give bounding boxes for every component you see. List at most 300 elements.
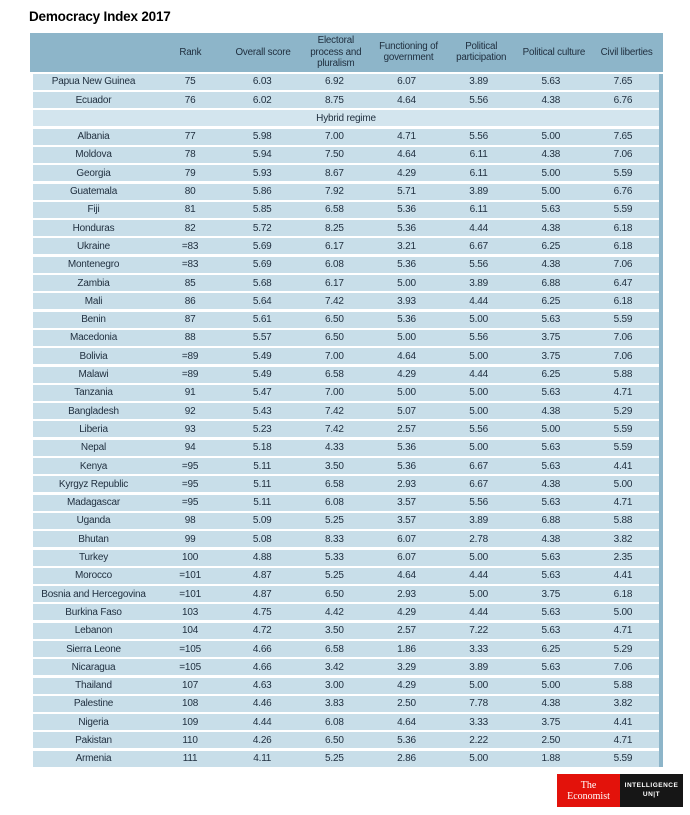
country-cell: Sierra Leone <box>66 643 121 655</box>
score-cell-4: 3.75 <box>541 588 561 600</box>
score-cell-3: 4.44 <box>469 570 488 582</box>
country-cell: Nigeria <box>78 716 109 728</box>
score-cell-4: 4.38 <box>541 259 561 271</box>
score-cell-4: 5.00 <box>541 423 561 435</box>
score-cell-3: 4.44 <box>469 295 488 307</box>
rank-cell: 75 <box>184 76 196 88</box>
country-cell: Kyrgyz Republic <box>58 478 129 490</box>
score-cell-4: 6.88 <box>541 277 561 289</box>
table-row-ecuador <box>33 92 659 108</box>
table-row-nigeria <box>33 714 659 730</box>
score-cell-2: 5.36 <box>397 460 416 472</box>
rank-cell: 94 <box>184 442 196 454</box>
democracy-index-table <box>30 33 663 767</box>
score-cell-3: 5.56 <box>469 423 488 435</box>
score-cell-0: 5.98 <box>252 131 272 143</box>
score-cell-4: 5.63 <box>541 76 561 88</box>
score-cell-1: 7.92 <box>325 186 344 198</box>
score-cell-0: 5.64 <box>252 295 272 307</box>
country-cell: Uganda <box>76 515 111 527</box>
score-cell-2: 6.07 <box>397 552 416 564</box>
score-cell-4: 3.75 <box>541 332 561 344</box>
country-cell: Nepal <box>80 442 107 454</box>
score-cell-1: 7.42 <box>325 423 344 435</box>
rank-cell: 99 <box>184 533 196 545</box>
score-cell-3: 3.89 <box>469 515 488 527</box>
rank-cell: 100 <box>182 552 199 564</box>
table-row-liberia <box>33 421 659 437</box>
score-cell-0: 5.11 <box>253 497 272 509</box>
country-cell: Pakistan <box>75 734 112 746</box>
rank-cell: =89 <box>181 369 199 381</box>
score-cell-3: 4.44 <box>469 606 488 618</box>
score-cell-1: 6.58 <box>325 478 344 490</box>
score-cell-2: 5.00 <box>397 332 416 344</box>
score-cell-2: 4.64 <box>397 94 416 106</box>
table-row-burkina-faso <box>33 604 659 620</box>
score-cell-5: 7.65 <box>613 76 633 88</box>
score-cell-1: 6.08 <box>325 259 344 271</box>
score-cell-4: 1.88 <box>541 753 561 765</box>
score-cell-3: 6.67 <box>469 460 488 472</box>
country-cell: Ecuador <box>75 94 112 106</box>
score-cell-3: 6.67 <box>469 240 488 252</box>
country-cell: Armenia <box>75 753 112 765</box>
score-cell-4: 3.75 <box>541 350 561 362</box>
table-row-moldova <box>33 147 659 163</box>
table-row-palestine <box>33 696 659 712</box>
score-cell-5: 7.06 <box>613 332 633 344</box>
score-cell-4: 5.63 <box>541 552 561 564</box>
score-cell-4: 5.63 <box>541 625 561 637</box>
score-cell-0: 5.69 <box>252 259 272 271</box>
country-cell: Lebanon <box>74 625 113 637</box>
score-cell-0: 5.69 <box>252 240 272 252</box>
score-cell-2: 4.29 <box>397 680 416 692</box>
score-cell-4: 4.38 <box>541 698 561 710</box>
score-cell-2: 3.21 <box>397 240 416 252</box>
score-cell-0: 5.18 <box>252 442 272 454</box>
score-cell-1: 6.50 <box>325 588 344 600</box>
score-cell-4: 4.38 <box>541 478 561 490</box>
score-cell-4: 6.25 <box>541 369 561 381</box>
score-cell-1: 6.58 <box>325 204 344 216</box>
score-cell-1: 7.00 <box>325 387 344 399</box>
score-cell-5: 4.41 <box>613 716 633 728</box>
score-cell-5: 4.71 <box>613 734 633 746</box>
rank-cell: 92 <box>184 405 196 417</box>
score-cell-5: 5.88 <box>613 680 633 692</box>
rank-cell: 103 <box>182 606 199 618</box>
score-cell-4: 6.25 <box>541 643 561 655</box>
score-cell-2: 2.57 <box>397 625 416 637</box>
country-cell: Zambia <box>77 277 110 289</box>
score-cell-0: 6.02 <box>252 94 272 106</box>
score-cell-1: 8.75 <box>325 94 344 106</box>
score-cell-1: 4.42 <box>325 606 344 618</box>
score-cell-1: 7.42 <box>325 295 344 307</box>
table-row-kenya <box>33 458 659 474</box>
rank-cell: 111 <box>182 753 198 765</box>
country-cell: Ukraine <box>76 240 111 252</box>
score-cell-2: 5.00 <box>397 277 416 289</box>
score-cell-2: 4.64 <box>397 570 416 582</box>
score-cell-0: 4.88 <box>252 552 272 564</box>
rank-cell: 77 <box>184 131 196 143</box>
score-cell-5: 2.35 <box>613 552 633 564</box>
score-cell-2: 2.93 <box>397 588 416 600</box>
score-cell-3: 5.00 <box>469 588 488 600</box>
score-cell-1: 6.17 <box>325 277 344 289</box>
score-cell-5: 6.76 <box>613 186 633 198</box>
score-cell-2: 2.50 <box>397 698 416 710</box>
column-header-functioning-of-government: Functioning of government <box>379 40 438 64</box>
country-cell: Burkina Faso <box>65 606 122 618</box>
score-cell-4: 6.25 <box>541 295 561 307</box>
score-cell-2: 5.36 <box>397 204 416 216</box>
table-row-uganda <box>33 513 659 529</box>
rank-cell: 78 <box>184 149 196 161</box>
country-cell: Moldova <box>75 149 112 161</box>
rank-cell: 108 <box>182 698 199 710</box>
rank-cell: 82 <box>184 222 196 234</box>
table-row-benin <box>33 312 659 328</box>
score-cell-1: 3.50 <box>325 625 344 637</box>
score-cell-5: 5.59 <box>613 167 633 179</box>
rank-cell: 107 <box>182 680 199 692</box>
score-cell-3: 5.00 <box>469 350 488 362</box>
score-cell-5: 6.76 <box>613 94 633 106</box>
score-cell-5: 5.88 <box>613 369 633 381</box>
score-cell-4: 6.88 <box>541 515 561 527</box>
score-cell-5: 4.41 <box>613 570 633 582</box>
score-cell-0: 5.93 <box>252 167 272 179</box>
score-cell-3: 5.00 <box>469 680 488 692</box>
score-cell-4: 4.38 <box>541 222 561 234</box>
score-cell-2: 5.36 <box>397 734 416 746</box>
rank-cell: 76 <box>184 94 196 106</box>
table-row-morocco <box>33 568 659 584</box>
score-cell-3: 3.89 <box>469 76 488 88</box>
score-cell-4: 5.00 <box>541 680 561 692</box>
country-cell: Morocco <box>75 570 112 582</box>
rank-cell: 80 <box>184 186 196 198</box>
score-cell-1: 6.50 <box>325 332 344 344</box>
score-cell-2: 4.29 <box>397 606 416 618</box>
score-cell-5: 6.18 <box>613 295 633 307</box>
score-cell-2: 5.36 <box>397 314 416 326</box>
score-cell-0: 4.75 <box>252 606 272 618</box>
country-cell: Mali <box>84 295 103 307</box>
score-cell-0: 5.68 <box>252 277 272 289</box>
country-cell: Madagascar <box>66 497 121 509</box>
score-cell-3: 3.33 <box>469 716 488 728</box>
score-cell-1: 8.25 <box>325 222 344 234</box>
score-cell-3: 3.89 <box>469 186 488 198</box>
score-cell-1: 3.83 <box>325 698 344 710</box>
country-cell: Albania <box>77 131 110 143</box>
score-cell-4: 4.38 <box>541 405 561 417</box>
rank-cell: 79 <box>184 167 196 179</box>
rank-cell: 86 <box>184 295 196 307</box>
country-cell: Malawi <box>78 369 109 381</box>
score-cell-5: 5.29 <box>613 405 633 417</box>
intelligence-unit-line1: INTELLIGENCE <box>624 782 679 789</box>
score-cell-3: 5.00 <box>469 442 488 454</box>
score-cell-2: 2.57 <box>397 423 416 435</box>
table-row-macedonia <box>33 330 659 346</box>
score-cell-2: 4.64 <box>397 350 416 362</box>
score-cell-3: 3.89 <box>469 661 488 673</box>
table-row-kyrgyz-republic <box>33 476 659 492</box>
score-cell-4: 5.63 <box>541 204 561 216</box>
table-row-albania <box>33 129 659 145</box>
page-title: Democracy Index 2017 <box>29 9 171 24</box>
score-cell-1: 8.67 <box>325 167 344 179</box>
score-cell-0: 6.03 <box>252 76 272 88</box>
score-cell-3: 6.67 <box>469 478 488 490</box>
score-cell-2: 3.57 <box>397 497 416 509</box>
score-cell-2: 3.29 <box>397 661 416 673</box>
country-cell: Benin <box>81 314 106 326</box>
score-cell-3: 4.44 <box>469 222 488 234</box>
score-cell-3: 6.11 <box>469 167 488 179</box>
table-row-madagascar <box>33 495 659 511</box>
score-cell-5: 4.71 <box>613 497 633 509</box>
economist-logo-line2: Economist <box>567 790 610 802</box>
score-cell-4: 2.50 <box>541 734 561 746</box>
score-cell-1: 7.50 <box>325 149 344 161</box>
score-cell-2: 5.36 <box>397 259 416 271</box>
score-cell-1: 6.92 <box>325 76 344 88</box>
table-row-honduras <box>33 220 659 236</box>
column-header-political-culture: Political culture <box>522 46 586 58</box>
score-cell-5: 5.88 <box>613 515 633 527</box>
table-row-guatemala <box>33 184 659 200</box>
score-cell-2: 5.00 <box>397 387 416 399</box>
economist-logo <box>557 774 620 807</box>
score-cell-2: 6.07 <box>397 533 416 545</box>
score-cell-2: 4.29 <box>397 167 416 179</box>
table-row-bangladesh <box>33 403 659 419</box>
country-cell: Nicaragua <box>71 661 116 673</box>
table-body <box>30 74 663 767</box>
score-cell-0: 4.72 <box>252 625 272 637</box>
score-cell-1: 8.33 <box>325 533 344 545</box>
score-cell-0: 4.66 <box>252 661 272 673</box>
country-cell: Tanzania <box>74 387 113 399</box>
score-cell-1: 5.33 <box>325 552 344 564</box>
score-cell-4: 5.63 <box>541 387 561 399</box>
rank-cell: =105 <box>179 643 201 655</box>
country-cell: Bosnia and Hercegovina <box>41 588 146 600</box>
table-row-sierra-leone <box>33 641 659 657</box>
score-cell-2: 5.36 <box>397 222 416 234</box>
score-cell-0: 5.23 <box>252 423 272 435</box>
score-cell-4: 4.38 <box>541 94 561 106</box>
score-cell-3: 5.00 <box>469 753 488 765</box>
country-cell: Bangladesh <box>68 405 119 417</box>
rank-cell: =89 <box>181 350 199 362</box>
rank-cell: =101 <box>179 588 201 600</box>
table-row-mali <box>33 293 659 309</box>
country-cell: Fiji <box>87 204 100 216</box>
intelligence-unit-logo <box>620 774 683 807</box>
country-cell: Macedonia <box>69 332 118 344</box>
country-cell: Palestine <box>73 698 114 710</box>
score-cell-1: 4.33 <box>325 442 344 454</box>
score-cell-2: 4.64 <box>397 149 416 161</box>
score-cell-5: 7.06 <box>613 149 633 161</box>
score-cell-3: 3.89 <box>469 277 488 289</box>
score-cell-1: 6.58 <box>325 643 344 655</box>
table-row-armenia <box>33 751 659 767</box>
score-cell-3: 7.78 <box>469 698 488 710</box>
score-cell-4: 5.00 <box>541 186 561 198</box>
score-cell-4: 4.38 <box>541 533 561 545</box>
rank-cell: 81 <box>184 204 196 216</box>
country-cell: Thailand <box>75 680 112 692</box>
table-row-lebanon <box>33 623 659 639</box>
table-row-papua-new-guinea <box>33 74 659 90</box>
table-row-montenegro <box>33 257 659 273</box>
score-cell-5: 6.47 <box>613 277 633 289</box>
score-cell-2: 2.86 <box>397 753 416 765</box>
score-cell-0: 5.72 <box>252 222 272 234</box>
country-cell: Bhutan <box>78 533 109 545</box>
score-cell-4: 5.63 <box>541 661 561 673</box>
table-row-zambia <box>33 275 659 291</box>
score-cell-1: 3.00 <box>325 680 344 692</box>
score-cell-2: 6.07 <box>397 76 416 88</box>
regime-divider-row <box>33 110 659 126</box>
score-cell-1: 6.58 <box>325 369 344 381</box>
score-cell-1: 7.42 <box>325 405 344 417</box>
table-row-bhutan <box>33 531 659 547</box>
score-cell-3: 5.00 <box>469 552 488 564</box>
score-cell-1: 7.00 <box>325 131 344 143</box>
score-cell-1: 3.50 <box>325 460 344 472</box>
score-cell-0: 4.87 <box>252 570 272 582</box>
score-cell-1: 6.08 <box>325 497 344 509</box>
table-row-pakistan <box>33 732 659 748</box>
score-cell-5: 4.71 <box>613 625 633 637</box>
country-cell: Bolivia <box>79 350 108 362</box>
score-cell-0: 5.11 <box>253 460 272 472</box>
score-cell-3: 4.44 <box>469 369 488 381</box>
regime-divider-label: Hybrid regime <box>316 112 376 124</box>
table-row-bolivia <box>33 348 659 364</box>
score-cell-4: 5.63 <box>541 442 561 454</box>
score-cell-5: 6.18 <box>613 240 633 252</box>
table-row-nepal <box>33 440 659 456</box>
score-cell-5: 5.59 <box>613 753 633 765</box>
score-cell-0: 5.61 <box>252 314 272 326</box>
score-cell-5: 7.06 <box>613 259 633 271</box>
table-row-thailand <box>33 678 659 694</box>
rank-cell: 104 <box>182 625 199 637</box>
score-cell-1: 5.25 <box>325 515 344 527</box>
score-cell-5: 5.00 <box>613 478 633 490</box>
score-cell-0: 4.26 <box>252 734 272 746</box>
rank-cell: =95 <box>181 497 199 509</box>
column-header-civil-liberties: Civil liberties <box>600 46 653 58</box>
score-cell-5: 7.06 <box>613 661 633 673</box>
column-header-electoral-process: Electoral process and pluralism <box>310 35 362 69</box>
rank-cell: 98 <box>184 515 196 527</box>
score-cell-3: 2.78 <box>469 533 488 545</box>
column-header-overall-score: Overall score <box>235 46 291 58</box>
score-cell-5: 5.59 <box>613 204 633 216</box>
score-cell-4: 5.63 <box>541 606 561 618</box>
table-row-ukraine <box>33 238 659 254</box>
rank-cell: 85 <box>184 277 196 289</box>
score-cell-4: 5.63 <box>541 460 561 472</box>
score-cell-4: 3.75 <box>541 716 561 728</box>
economist-logo-line1: The <box>580 779 597 791</box>
country-cell: Guatemala <box>69 186 118 198</box>
score-cell-2: 5.71 <box>397 186 416 198</box>
score-cell-3: 5.00 <box>469 405 488 417</box>
score-cell-3: 5.56 <box>469 94 488 106</box>
score-cell-5: 7.06 <box>613 350 633 362</box>
column-header-rank: Rank <box>179 46 202 58</box>
score-cell-0: 5.11 <box>253 478 272 490</box>
rank-cell: 88 <box>184 332 196 344</box>
score-cell-5: 6.18 <box>613 588 633 600</box>
score-cell-0: 4.87 <box>252 588 272 600</box>
score-cell-0: 5.85 <box>252 204 272 216</box>
table-row-malawi <box>33 367 659 383</box>
score-cell-1: 6.17 <box>325 240 344 252</box>
country-cell: Kenya <box>79 460 108 472</box>
score-cell-4: 5.63 <box>541 314 561 326</box>
country-cell: Montenegro <box>67 259 120 271</box>
score-cell-0: 4.11 <box>253 753 272 765</box>
rank-cell: =95 <box>181 460 199 472</box>
score-cell-2: 4.29 <box>397 369 416 381</box>
score-cell-2: 1.86 <box>397 643 416 655</box>
score-cell-2: 5.07 <box>397 405 416 417</box>
score-cell-5: 5.00 <box>613 606 633 618</box>
score-cell-1: 6.50 <box>325 314 344 326</box>
score-cell-4: 5.00 <box>541 131 561 143</box>
score-cell-0: 4.66 <box>252 643 272 655</box>
column-header-political-participation: Political participation <box>456 40 507 64</box>
score-cell-3: 7.22 <box>469 625 488 637</box>
eiu-brand-logo <box>557 774 683 807</box>
score-cell-0: 5.09 <box>252 515 272 527</box>
table-row-bosnia-and-hercegovina <box>33 586 659 602</box>
rank-cell: 93 <box>184 423 196 435</box>
score-cell-3: 5.56 <box>469 497 488 509</box>
score-cell-3: 5.56 <box>469 259 488 271</box>
table-row-turkey <box>33 550 659 566</box>
score-cell-0: 4.46 <box>252 698 272 710</box>
score-cell-4: 5.00 <box>541 167 561 179</box>
score-cell-3: 5.00 <box>469 314 488 326</box>
score-cell-1: 7.00 <box>325 350 344 362</box>
score-cell-4: 5.63 <box>541 570 561 582</box>
score-cell-1: 3.42 <box>325 661 344 673</box>
rank-cell: 109 <box>182 716 199 728</box>
score-cell-0: 4.63 <box>252 680 272 692</box>
score-cell-0: 5.49 <box>252 350 272 362</box>
score-cell-3: 6.11 <box>469 149 488 161</box>
country-cell: Papua New Guinea <box>51 76 136 88</box>
score-cell-3: 6.11 <box>469 204 488 216</box>
score-cell-0: 4.44 <box>252 716 272 728</box>
